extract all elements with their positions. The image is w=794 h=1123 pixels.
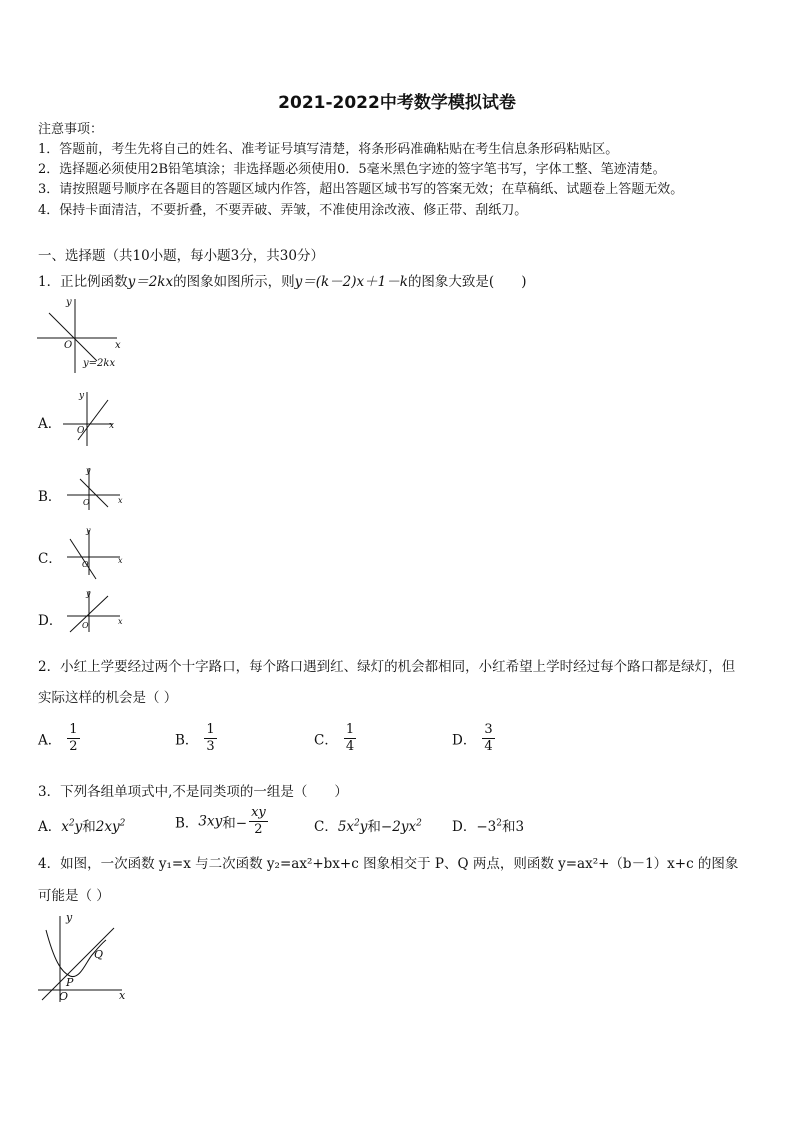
q3-a-and: 和 (82, 819, 96, 835)
q1-fig-origin: O (64, 340, 73, 351)
q3-b-num: xy (251, 805, 266, 820)
q2-c-den: 4 (345, 739, 355, 754)
q3-c-and: 和 (367, 819, 381, 835)
q1-fig-y-label: y (66, 297, 72, 308)
q1-a-x-label: x (109, 421, 115, 431)
q2-a-label: A． (38, 732, 62, 749)
q2-d-den: 4 (484, 739, 493, 754)
q1-a-origin: O (77, 426, 85, 436)
q1-option-a-label[interactable]: A． (38, 416, 62, 432)
q1-b-y-label: y (86, 466, 91, 475)
q1-figure (35, 295, 135, 377)
q2-option-d[interactable] (452, 722, 495, 755)
q3-b-den: 2 (254, 822, 263, 837)
q3-c-term-1: $5x^2y$ (337, 818, 368, 835)
q2-option-b[interactable] (175, 722, 217, 755)
q3-option-c[interactable] (314, 815, 422, 835)
q4-fig-p-label: P (66, 976, 74, 989)
q1-c-origin: O (82, 560, 89, 569)
q2-b-num: 1 (206, 722, 215, 737)
q3-option-b[interactable] (175, 805, 268, 838)
q1-d-y-label: y (86, 589, 91, 598)
q2-c-num: 1 (345, 722, 355, 737)
notes-heading: 注意事项： (38, 122, 104, 137)
q1-b-origin: O (83, 498, 90, 507)
page-title: 2021-2022中考数学模拟试卷 (278, 93, 516, 113)
q1-d-x-label: x (118, 617, 123, 626)
q4-fig-origin: O (59, 990, 69, 1003)
q2-a-num: 1 (69, 722, 78, 737)
note-item-1: 1．答题前，考生先将自己的姓名、准考证号填写清楚，将条形码准确粘贴在考生信息条形码粘贴区。 (38, 142, 619, 157)
q1-fig-line-label: y=2kx (83, 358, 116, 369)
q1-formula-1: y＝2kx (127, 274, 174, 290)
q3-d-and: 和3 (501, 819, 525, 835)
q4-fig-line (42, 928, 114, 1000)
question-4-line-2: 可能是（ ） (38, 888, 110, 904)
q1-option-d-label[interactable]: D． (38, 613, 63, 629)
q4-fig-x-label: x (119, 989, 126, 1002)
q1-text-a: 1．正比例函数 (38, 274, 128, 290)
q2-b-den: 3 (206, 739, 215, 754)
q3-option-d[interactable] (452, 815, 524, 835)
note-item-3: 3．请按照题号顺序在各题目的答题区域内作答，超出答题区域书写的答案无效；在草稿纸、试题卷上答题无效。 (38, 182, 684, 197)
q1-option-b-label[interactable]: B． (38, 489, 62, 505)
q1-c-x-label: x (118, 556, 123, 565)
q2-d-num: 3 (484, 722, 493, 737)
q3-a-term-2: $2xy^2$ (95, 818, 126, 835)
q1-c-y-label: y (86, 526, 91, 535)
q1-fig-x-label: x (115, 340, 121, 351)
q3-b-term-1: 3xy (198, 813, 223, 830)
q1-fig-line (49, 313, 97, 361)
q1-a-y-label: y (79, 391, 85, 401)
q2-b-label: B． (175, 732, 199, 749)
section-heading: 一、选择题（共10小题，每小题3分，共30分） (38, 248, 324, 264)
q2-c-label: C． (314, 732, 338, 749)
q3-c-term-2: $-2yx^2$ (380, 818, 422, 835)
note-item-4: 4．保持卡面清洁，不要折叠，不要弄破、弄皱，不准使用涂改液、修正带、刮纸刀。 (38, 203, 528, 218)
q3-d-label: D． (452, 819, 477, 835)
q2-option-c[interactable] (314, 722, 356, 755)
q3-option-a[interactable] (38, 815, 125, 835)
q3-a-label: A． (38, 819, 62, 835)
q2-d-label: D． (452, 732, 477, 749)
q1-text-c: 的图象大致是( ) (407, 274, 527, 290)
question-2-line-2: 实际这样的机会是（ ） (38, 690, 178, 706)
q1-d-origin: O (82, 621, 89, 630)
q1-text-b: 的图象如图所示，则 (173, 274, 295, 290)
question-2-line-1: 2．小红上学要经过两个十字路口，每个路口遇到红、绿灯的机会都相同，小红希望上学时经过每个路口都是绿灯，但 (38, 659, 736, 675)
note-item-2: 2．选择题必须使用2B铅笔填涂；非选择题必须使用0．5毫米黑色字迹的签字笔书写，字体工整、笔迹清楚。 (38, 162, 666, 177)
q4-figure (36, 910, 136, 1005)
question-3-text: 3．下列各组单项式中,不是同类项的一组是（ ） (38, 784, 348, 800)
q1-option-d-graph[interactable] (62, 588, 127, 638)
q2-a-den: 2 (69, 739, 78, 754)
q3-b-and: 和− (222, 815, 248, 832)
q1-b-x-label: x (118, 496, 123, 505)
q3-c-label: C． (314, 819, 338, 835)
q1-option-c-label[interactable]: C． (38, 551, 62, 567)
question-4-line-1: 4．如图，一次函数 y₁=x 与二次函数 y₂=ax²+bx+c 图象相交于 P、Q 两点，则函数 y=ax²+（b－1）x+c 的图象 (38, 856, 739, 872)
q1-option-b-graph[interactable] (62, 465, 127, 513)
q3-d-term-1: $-3^2$ (476, 818, 502, 835)
q3-b-label: B． (175, 815, 199, 832)
q1-option-c-graph[interactable] (62, 525, 127, 583)
q1-formula-2: y＝(k－2)x＋1－k (294, 274, 408, 290)
q3-a-term-1: $x^2y$ (61, 818, 83, 835)
q2-option-a[interactable] (38, 722, 80, 755)
q4-fig-q-label: Q (94, 948, 104, 961)
q1-option-a-graph[interactable] (60, 388, 125, 450)
q4-fig-y-label: y (66, 911, 73, 924)
question-1-text (38, 270, 526, 290)
